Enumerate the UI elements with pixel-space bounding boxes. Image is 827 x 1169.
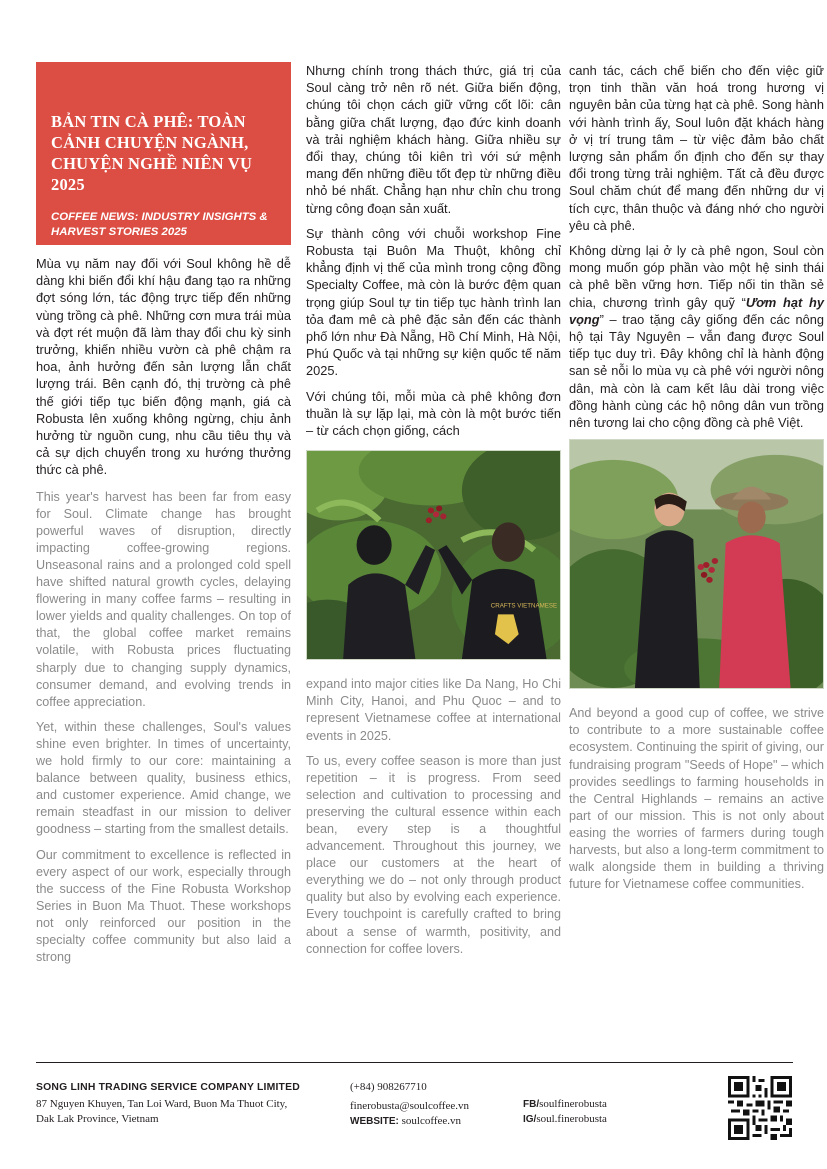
address-line-1: 87 Nguyen Khuyen, Tan Loi Ward, Buon Ma Thuot City, [36, 1098, 288, 1110]
shirt-text: CRAFTS VIETNAMESE [490, 603, 558, 610]
paragraph-vi-6: Không dừng lại ở ly cà phê ngon, Soul còn mong muốn góp phần vào một hệ sinh thái cà phê bền vững hơn. Tiếp nối tin thần sẻ chia, chương trình gây quỹ “Ươm hạt hy vọng” – trao tặng cây giống đến các nông hộ tại Tây Nguyên – vẫn đang được Soul tiếp tục duy trì. Đây không chỉ là hành động san sẻ nỗi lo mùa vụ cà phê với người nông dân, mà còn là cam kết lâu dài trong việc đồng hành cùng các hộ nông dân vun trồng nên tương lai cho cộng đồng cà phê Việt. [569, 243, 824, 431]
title-banner [36, 62, 291, 245]
contact-block [350, 1080, 520, 1129]
fb-link[interactable]: soulfinerobusta [539, 1098, 607, 1110]
page-title: BẢN TIN CÀ PHÊ: TOÀN CẢNH CHUYỆN NGÀNH, CHUYỆN NGHỀ NIÊN VỤ 2025 [51, 112, 253, 194]
program-name: Ươm hạt hy vọng [569, 294, 824, 327]
email-link[interactable]: finerobusta@soulcoffee.vn [350, 1100, 469, 1112]
paragraph-vi-4: Với chúng tôi, mỗi mùa cà phê không đơn thuần là sự lặp lại, mà còn là một bước tiến – từ cách chọn giống, cách [306, 388, 561, 439]
column-3 [569, 62, 824, 901]
address-line-2: Dak Lak Province, Vietnam [36, 1113, 159, 1125]
paragraph-en-2: Yet, within these challenges, Soul's values shine even brighter. In times of uncertainty, we hold firmly to our core: maintaining a balance between quality, business ethics, and customer experience. Amid change, we remain steadfast in our mission to deliver goodness – starting from the smallest details. [36, 719, 291, 837]
footer-divider [36, 1062, 793, 1063]
photo-harvest-2 [569, 439, 824, 689]
paragraph-vi-5: canh tác, cách chế biến cho đến việc giữ trọn tinh thần văn hoá trong hương vị nguyên bản của từng hạt cà phê. Song hành với hành trình ấy, Soul luôn đặt khách hàng ở vị trí trung tâm – từ việc đảm bảo chất lượng sản phẩm ổn định cho đến sự thay đổi trong từng trải nghiệm. Tất cả đều được Soul chăm chút để mang đến những dư vị tích cực, thân thuộc và đáng nhớ cho người yêu cà phê. [569, 63, 824, 233]
phone-number[interactable]: (+84) 908267710 [350, 1081, 427, 1093]
footer [36, 1080, 793, 1150]
social-block [523, 1097, 683, 1127]
page-subtitle: COFFEE NEWS: INDUSTRY INSIGHTS & HARVEST STORIES 2025 [51, 211, 268, 238]
photo-harvest-1 [306, 450, 561, 660]
paragraph-en-3: Our commitment to excellence is reflected in every aspect of our work, especially through the success of the Fine Robusta Workshop Series in Buon Ma Thuot. These workshops not only reinforced our position in the specialty coffee community but also laid a strong [36, 847, 291, 965]
paragraph-vi-3: Sự thành công với chuỗi workshop Fine Robusta tại Buôn Ma Thuột, không chỉ khẳng định vị thế của mình trong cộng đồng Specialty Coffee, mà còn là bước đệm quan trọng giúp Soul tự tin tiếp tục hành trình lan tỏa đam mê cà phê đặc sản đến các thành phố lớn như Đà Nẵng, Hồ Chí Minh, Hà Nội, Phú Quốc và tại những sự kiện quốc tế năm 2025. [306, 225, 561, 379]
paragraph-vi-1: Mùa vụ năm nay đối với Soul không hề dễ dàng khi biến đổi khí hậu đang tạo ra những đợt sóng lớn, tác động trực tiếp đến những vùng trồng cà phê. Những cơn mưa trái mùa và đợt rét muộn đã làm thay đổi chu kỳ sinh trưởng, khiến nhiều vườn cà phê chậm ra hoa, ảnh hưởng đến sản lượng lẫn chất lượng trái. Bên cạnh đó, thị trường cà phê thế giới tiếp tục biến động mạnh, giá cà Robusta lên xuống không ngừng, chịu ảnh hưởng từ nguồn cung, nhu cầu tiêu thụ và cả sự dịch chuyển trong xu hướng thưởng thức cà phê. [36, 256, 291, 478]
column-2 [306, 62, 561, 966]
paragraph-en-1: This year's harvest has been far from easy for Soul. Climate change has brought powerful waves of disruption, directly impacting coffee-growing regions. Unseasonal rains and a prolonged cold spell have shifted natural growth cycles, delaying flowering in many coffee farms – resulting in lower yields and quality challenges. On top of that, the global coffee market remains volatile, with Robusta prices fluctuating sharply due to changing supply dynamics, consumer demand, and evolving trends in coffee appreciation. [36, 489, 291, 709]
coffee-picking-photo [307, 451, 560, 659]
company-name: SONG LINH TRADING SERVICE COMPANY LIMITED [36, 1082, 300, 1093]
paragraph-en-4: expand into major cities like Da Nang, Ho Chi Minh City, Hanoi, and Phu Quoc – and to represent Vietnamese coffee at international events in 2025. [306, 677, 561, 743]
company-block [36, 1080, 336, 1127]
column-1 [36, 62, 291, 974]
paragraph-vi-2: Nhưng chính trong thách thức, giá trị của Soul càng trở nên rõ nét. Giữa biến động, chúng tôi chọn cách giữ vững cốt lõi: cân bằng giữa chất lượng, đạo đức kinh doanh và trải nghiệm khách hàng. Giữa nhiều sự đổi thay, chúng tôi kiên trì với sứ mệnh mang đến những điều tốt đẹp từ những điều nhỏ bé nhất. Chẳng hạn như chỉn chu trong từng công đoạn sản xuất. [306, 63, 561, 216]
paragraph-en-5: To us, every coffee season is more than just repetition – it is progress. From seed selection and cultivation to processing and preserving the cultural essence within each bean, every step is a thoughtful advancement. Throughout this journey, we place our customers at the heart of everything we do – not only through product quality but also by evolving each experience. Every touchpoint is carefully crafted to bring about a sense of warmth, positivity, and connection for coffee lovers. [306, 753, 561, 956]
paragraph-en-6: And beyond a good cup of coffee, we strive to contribute to a more sustainable coffee ecosystem. Continuing the spirit of giving, our fundraising program "Seeds of Hope" – which provides seedlings to farming households in the Central Highlands – remains an active part of our mission. This is not only about easing the worries of farmers during tough harvests, but also a long-term commitment to walk alongside them in building a thriving future for Vietnamese coffee communities. [569, 706, 824, 892]
farmers-photo [570, 440, 823, 688]
qr-code-icon[interactable] [728, 1076, 792, 1140]
website-label: WEBSITE: [350, 1116, 399, 1127]
ig-link[interactable]: soul.finerobusta [536, 1113, 607, 1125]
fb-label: FB/ [523, 1099, 540, 1110]
ig-label: IG/ [523, 1114, 537, 1125]
website-link[interactable]: soulcoffee.vn [401, 1115, 462, 1127]
